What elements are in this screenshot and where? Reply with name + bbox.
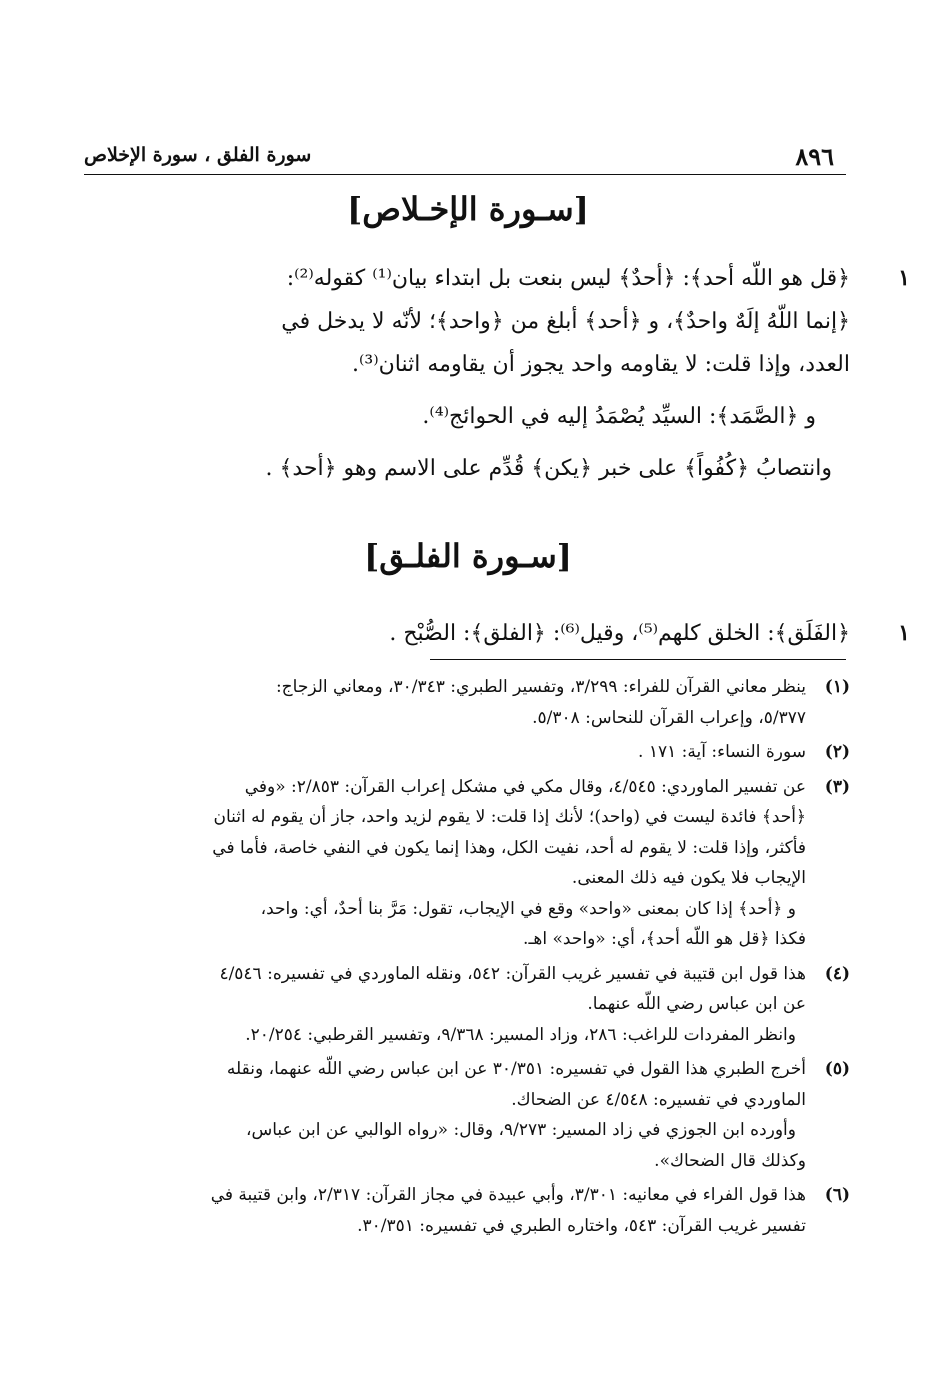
verse-number: ١	[898, 620, 910, 646]
footnote-line: أخرج الطبري هذا القول في تفسيره: ٣٠/٣٥١ عن ابن عباس رضي اللّه عنهما، ونقله	[226, 1059, 806, 1079]
footnote-line: الإيجاب فلا يكون فيه ذلك المعنى.	[571, 868, 806, 888]
footnote-line: الماوردي في تفسيره: ٤/٥٤٨ عن الضحاك.	[511, 1089, 806, 1110]
footnote-line: فأكثر، وإذا قلت: لا يقوم له أحد، نفيت الكل، وهذا إنما يكون في النفي خاصة، فأما في	[212, 837, 806, 858]
verse-number: ١	[898, 265, 910, 291]
ikhlas-verse-1	[100, 257, 910, 386]
footnote-2	[90, 737, 850, 768]
footnote-line: ٥/٣٧٧، وإعراب القرآن للنحاس: ٥/٣٠٨.	[532, 707, 806, 728]
footnote-3	[90, 772, 850, 955]
surah-falaq-title: [سـورة الفلـق]	[364, 537, 572, 575]
footnote-number: (٣)	[824, 776, 850, 797]
footnote-divider	[430, 659, 846, 660]
surah-ikhlas-title: [سـورة الإخـلاص]	[347, 190, 589, 228]
header-title: سورة الفلق ، سورة الإخلاص	[84, 144, 312, 166]
verse-line: ﴿إنما اللّهُ إلَهٌ واحدٌ﴾، و ﴿أحد﴾ أبلغ من ﴿واحد﴾؛ لأنّه لا يدخل في	[281, 309, 850, 334]
footnote-line: ينظر معاني القرآن للفراء: ٣/٢٩٩، وتفسير الطبري: ٣٠/٣٤٣، ومعاني الزجاج:	[275, 677, 806, 697]
footnote-subline: و ﴿أحد﴾ إذا كان بمعنى «واحد» وقع في الإيجاب، تقول: مَرَّ بنا أحدٌ، أي: واحد،	[260, 898, 796, 919]
footnote-number: (٥)	[824, 1059, 850, 1079]
footnote-number: (٤)	[824, 963, 850, 984]
footnote-6	[90, 1180, 850, 1241]
verse-line: ﴿الفَلَق﴾: الخلق كلهم⁽⁵⁾، وقيل⁽⁶⁾: ﴿الفلق﴾: الصُّبْح .	[389, 621, 850, 646]
footnote-line: فكذا ﴿قل هو اللّه أحد﴾، أي: «واحد» اهـ.	[523, 929, 806, 949]
footnotes	[90, 672, 850, 1245]
footnote-line: هذا قول الفراء في معانيه: ٣/٣٠١، وأبي عبيدة في مجاز القرآن: ٢/٣١٧، وابن قتيبة في	[210, 1185, 806, 1205]
kufuwan-paragraph: وانتصابُ ﴿كُفُواً﴾ على خبر ﴿يكن﴾ قُدِّم على الاسم وهو ﴿أحد﴾ .	[265, 456, 832, 481]
footnote-subline: وأورده ابن الجوزي في زاد المسير: ٩/٢٧٣، وقال: «رواه الوالبي عن ابن عباس،	[245, 1120, 796, 1140]
running-header	[84, 138, 846, 175]
footnote-line: عن ابن عباس رضي اللّه عنهما.	[587, 994, 806, 1014]
footnote-line: هذا قول ابن قتيبة في تفسير غريب القرآن: ٥٤٢، ونقله الماوردي في تفسيره: ٤/٥٤٦	[219, 963, 806, 984]
footnote-subline: وانظر المفردات للراغب: ٢٨٦، وزاد المسير: ٩/٣٦٨، وتفسير القرطبي: ٢٠/٢٥٤.	[245, 1024, 796, 1045]
footnote-5	[90, 1054, 850, 1176]
footnote-number: (٦)	[824, 1185, 850, 1205]
footnote-line: ﴿أحد﴾ فائدة ليست في (واحد)؛ لأنك إذا قلت: لا يقوم لزيد واحد، جاز أن يقوم له اثنان	[213, 807, 806, 827]
verse-line: العدد، وإذا قلت: لا يقاومه واحد يجوز أن يقاومه اثنان⁽³⁾.	[352, 352, 850, 377]
footnote-number: (١)	[824, 677, 850, 697]
footnote-line: تفسير غريب القرآن: ٥٤٣، واختاره الطبري في تفسيره: ٣٠/٣٥١.	[357, 1215, 806, 1236]
footnote-line: وكذلك قال الضحاك».	[654, 1150, 806, 1171]
footnote-line: سورة النساء: آية: ١٧١ .	[638, 742, 806, 762]
footnote-1	[90, 672, 850, 733]
page-number: ٨٩٦	[795, 142, 834, 171]
samad-paragraph: و ﴿الصَّمَد﴾: السيِّد يُصْمَدُ إليه في الحوائج⁽⁴⁾.	[422, 404, 816, 429]
footnote-number: (٢)	[824, 742, 850, 762]
footnote-line: عن تفسير الماوردي: ٤/٥٤٥، وقال مكي في مشكل إعراب القرآن: ٢/٨٥٣: «وفي	[244, 776, 806, 797]
footnote-4	[90, 959, 850, 1051]
falaq-verse-1	[100, 612, 910, 655]
verse-line: ﴿قل هو اللّه أحد﴾: ﴿أحدٌ﴾ ليس بنعت بل ابتداء بيان⁽¹⁾ كقوله⁽²⁾:	[286, 266, 850, 291]
